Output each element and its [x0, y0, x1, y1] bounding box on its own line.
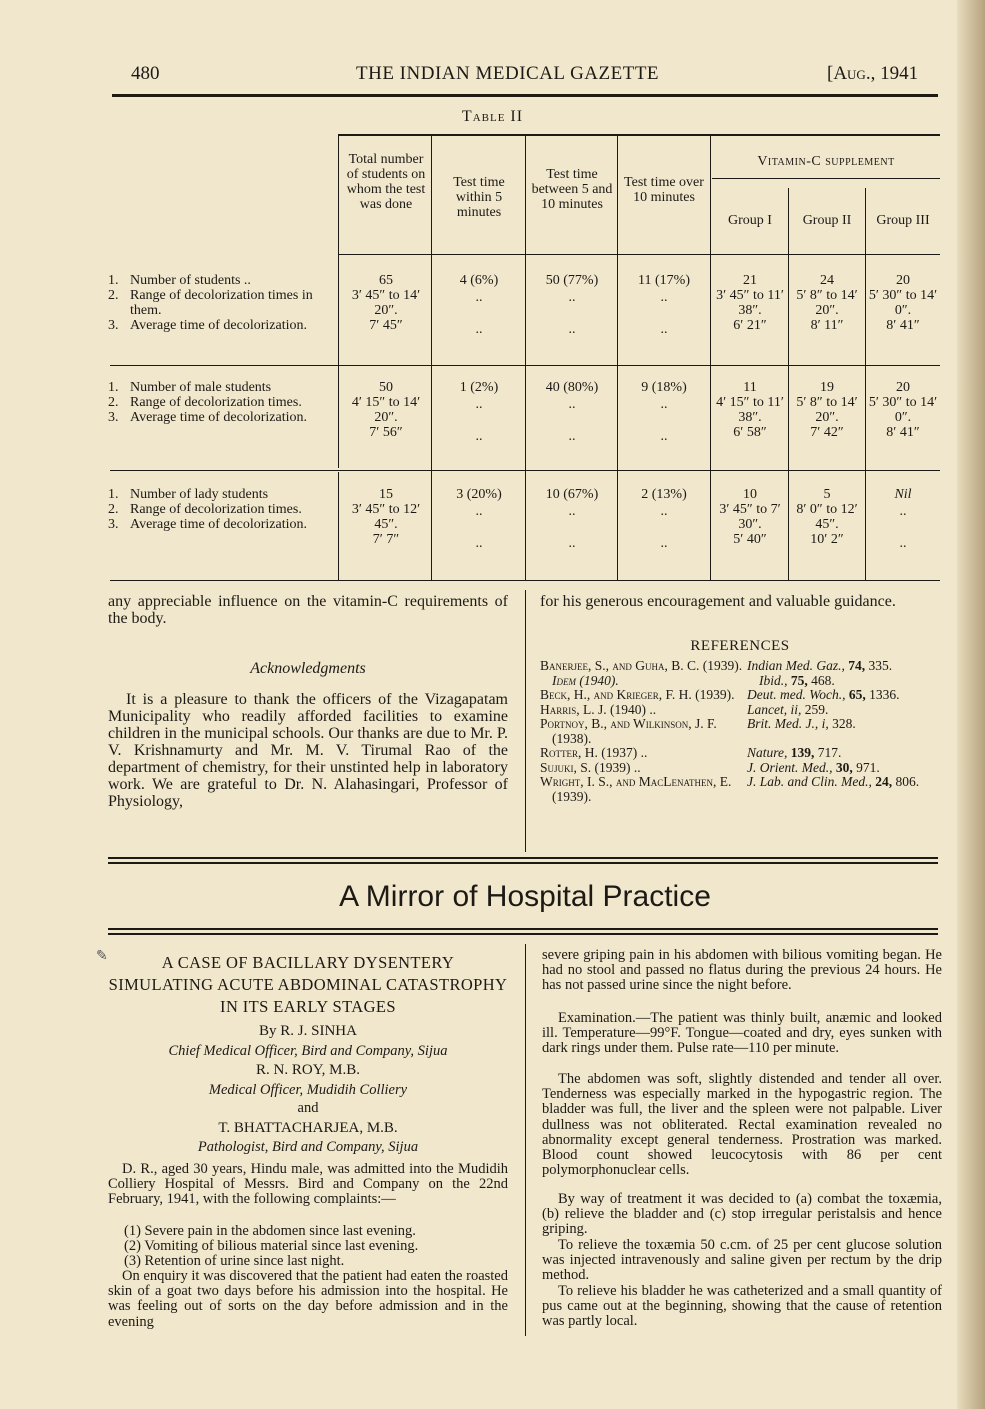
affiliation-2: Medical Officer, Mudidih Colliery	[208, 1082, 408, 1098]
block-rule	[110, 365, 940, 366]
journal-title: THE INDIAN MEDICAL GAZETTE	[356, 63, 660, 84]
author-1: By R. J. SINHA	[259, 1023, 357, 1039]
section-rule	[108, 857, 938, 859]
header-between: Test time between 5 and 10 minutes	[531, 167, 613, 212]
reference-item: Banerjee, S., and Guha, B. C. (1939). Indian Med. Gaz., 74, 335.	[540, 658, 893, 673]
row-label: Average time of decolorization.	[130, 517, 307, 532]
col-divider	[525, 136, 526, 580]
row-label: Number of students ..	[130, 273, 251, 288]
row-label: Range of decolorization times in them.	[130, 288, 313, 318]
reference-item: Harris, L. J. (1940) .. Lancet, ii, 259.	[540, 701, 829, 717]
case-paragraph: severe griping pain in his abdomen with bilious vomiting began. He had no stool and passed no flatus during the previous 24 hours. He has not passed urine since the night before.	[542, 947, 942, 994]
author-2: R. N. ROY, M.B.	[256, 1062, 360, 1078]
cell-total: 50 4′ 15″ to 14′ 20″. 7′ 56″	[351, 380, 421, 440]
cell-over10: 9 (18%) .. ..	[641, 380, 687, 444]
col-divider	[617, 136, 618, 580]
header-group3: Group III	[876, 213, 930, 228]
cell-group3: 20 5′ 30″ to 14′ 0″. 8′ 41″	[868, 380, 938, 440]
examination-paragraph: Examination.—The patient was thinly built, anæmic and looked ill. Temperature—99°F. Tongue—coated and dry, eyes sunken with dark rings under them. Pulse rate—110 per minute.	[542, 1010, 942, 1057]
treatment-paragraph: To relieve the toxæmia 50 c.cm. of 25 per cent glucose solution was injected intravenously and saline given per rectum by the drip method.	[542, 1237, 942, 1284]
header-vitamin-c: Vitamin-C supplement	[757, 154, 895, 169]
header-over10: Test time over 10 minutes	[624, 175, 704, 205]
col-divider	[710, 136, 711, 580]
row-labels-male-students: 1. Number of male students 2. Range of decolorization times. 3. Average time of decolorization.	[108, 380, 330, 425]
author-and: and	[297, 1100, 319, 1116]
cell-within5: 3 (20%) .. ..	[456, 487, 502, 551]
row-label: Number of lady students	[130, 487, 269, 502]
article-title: A CASE OF BACILLARY DYSENTERY SIMULATING ACUTE ABDOMINAL CATASTROPHY IN ITS EARLY STAGES	[108, 953, 508, 1016]
complaint-item: (1) Severe pain in the abdomen since last evening.	[124, 1223, 416, 1239]
section-rule	[108, 933, 938, 935]
row-labels-lady-students: 1. Number of lady students 2. Range of decolorization times. 3. Average time of decolorization.	[108, 487, 330, 532]
case-paragraph: D. R., aged 30 years, Hindu male, was admitted into the Mudidih Colliery Hospital of Messrs. Bird and Company on the 22nd February, 1941, with the following complaints:—	[108, 1161, 508, 1208]
row-label: Range of decolorization times.	[130, 395, 302, 410]
reference-item: Idem (1940). Ibid., 75, 468.	[552, 672, 835, 688]
header-within5: Test time within 5 minutes	[453, 175, 505, 220]
table-top-rule	[338, 134, 940, 136]
cell-total: 15 3′ 45″ to 12′ 45″. 7′ 7″	[351, 487, 421, 547]
reference-item: Wright, I. S., and MacLenathen, E. (1939). J. Lab. and Clin. Med., 24, 806.	[540, 774, 920, 804]
reference-item: Rotter, H. (1937) .. Nature, 139, 717.	[540, 745, 842, 760]
acknowledgments-text: It is a pleasure to thank the officers of the Vizagapatam Municipality who readily afforded facilities to examine children in the municipal schools. Our thanks are due to Mr. P. V. Krishnamurty and Mr. M. V. Tirumal Rao of the department of chemistry, for their unstinted help in laboratory work. We are grateful to Dr. N. Alahasingari, Professor of Physiology,	[108, 691, 508, 810]
cell-group1: 21 3′ 45″ to 11′ 38″. 6′ 21″	[716, 273, 784, 333]
affiliation-1: Chief Medical Officer, Bird and Company, Sijua	[168, 1043, 448, 1059]
complaint-item: (2) Vomiting of bilious material since last evening.	[124, 1238, 419, 1254]
author-3: T. BHATTACHARJEA, M.B.	[218, 1120, 398, 1136]
cell-group3: Nil .. ..	[894, 487, 912, 551]
column-divider	[525, 944, 526, 1336]
col-divider	[338, 472, 339, 580]
acknowledgments-heading: Acknowledgments	[250, 660, 366, 677]
header-rule	[112, 94, 938, 97]
cell-between: 50 (77%) .. ..	[545, 273, 599, 337]
cell-group1: 11 4′ 15″ to 11′ 38″. 6′ 58″	[716, 380, 784, 440]
cell-between: 10 (67%) .. ..	[545, 487, 599, 551]
row-label: Average time of decolorization.	[130, 410, 307, 425]
cell-between: 40 (80%) .. ..	[545, 380, 599, 444]
table-bottom-rule	[110, 580, 940, 581]
cell-group2: 24 5′ 8″ to 14′ 20″. 8′ 11″	[796, 273, 858, 333]
cell-group2: 19 5′ 8″ to 14′ 20″. 7′ 42″	[796, 380, 858, 440]
left-col-intro: any appreciable influence on the vitamin-C requirements of the body.	[108, 593, 508, 627]
section-rule	[108, 862, 938, 864]
complaint-item: (3) Retention of urine since last night.	[124, 1253, 345, 1269]
issue-date: [Aug., 1941	[827, 63, 919, 84]
right-col-intro: for his generous encouragement and valuable guidance.	[540, 593, 896, 610]
reference-item: Portnoy, B., and Wilkinson, J. F. (1938). Brit. Med. J., i, 328.	[540, 716, 856, 746]
references-list	[540, 659, 940, 804]
cell-group2: 5 8′ 0″ to 12′ 45″. 10′ 2″	[796, 487, 858, 547]
references-heading: REFERENCES	[690, 638, 790, 654]
row-label: Average time of decolorization.	[130, 318, 307, 333]
row-label: Number of male students	[130, 380, 272, 395]
page-number: 480	[131, 63, 160, 84]
col-divider	[338, 136, 339, 468]
cell-group3: 20 5′ 30″ to 14′ 0″. 8′ 41″	[868, 273, 938, 333]
section-rule	[108, 928, 938, 930]
cell-over10: 11 (17%) .. ..	[638, 273, 690, 337]
affiliation-3: Pathologist, Bird and Company, Sijua	[197, 1139, 419, 1155]
vitamin-rule	[712, 178, 940, 179]
header-group2: Group II	[802, 213, 852, 228]
col-divider	[431, 136, 432, 580]
row-labels-all-students: 1. Number of students .. 2. Range of decolorization times in them. 3. Average time of decolorization.	[108, 273, 330, 333]
table-title: Table II	[461, 108, 524, 125]
block-rule	[110, 470, 940, 471]
header-total: Total number of students on whom the test was done	[346, 152, 426, 212]
case-paragraph: On enquiry it was discovered that the patient had eaten the roasted skin of a goat two days before his admission into the hospital. He was feeling out of sorts on the day before admission and in the evening	[108, 1268, 508, 1330]
reference-item: Sujuki, S. (1939) .. J. Orient. Med., 30, 971.	[540, 759, 880, 775]
page-edge-shadow	[957, 0, 985, 1409]
column-divider	[525, 590, 526, 852]
pencil-mark-icon: ✎	[96, 949, 108, 964]
header-bottom-rule	[338, 254, 940, 255]
header-group1: Group I	[728, 213, 772, 228]
cell-group1: 10 3′ 45″ to 7′ 30″. 5′ 40″	[719, 487, 781, 547]
cell-total: 65 3′ 45″ to 14′ 20″. 7′ 45″	[351, 273, 421, 333]
reference-item: Beck, H., and Krieger, F. H. (1939). Deut. med. Woch., 65, 1336.	[540, 687, 900, 702]
cell-over10: 2 (13%) .. ..	[641, 487, 687, 551]
cell-within5: 1 (2%) .. ..	[459, 380, 499, 444]
row-label: Range of decolorization times.	[130, 502, 302, 517]
case-paragraph: The abdomen was soft, slightly distended and tender all over. Tenderness was especially marked in the hypogastric region. The bladder was full, the liver and the spleen were not palpable. Liver dullness was not obliterated. Rectal examination revealed no abnormality except general tenderness. Prostration was marked. Blood count showed leucocytosis with 86 per cent polymorphonuclear cells.	[542, 1071, 942, 1179]
treatment-paragraph: To relieve his bladder he was catheterized and a small quantity of pus came out at the beginning, showing that the cause of retention was partly local.	[542, 1283, 942, 1330]
treatment-paragraph: By way of treatment it was decided to (a) combat the toxæmia, (b) relieve the bladder and (c) stop irregular peristalsis and hence griping.	[542, 1191, 942, 1238]
cell-within5: 4 (6%) .. ..	[459, 273, 499, 337]
section-title: A Mirror of Hospital Practice	[339, 880, 711, 913]
